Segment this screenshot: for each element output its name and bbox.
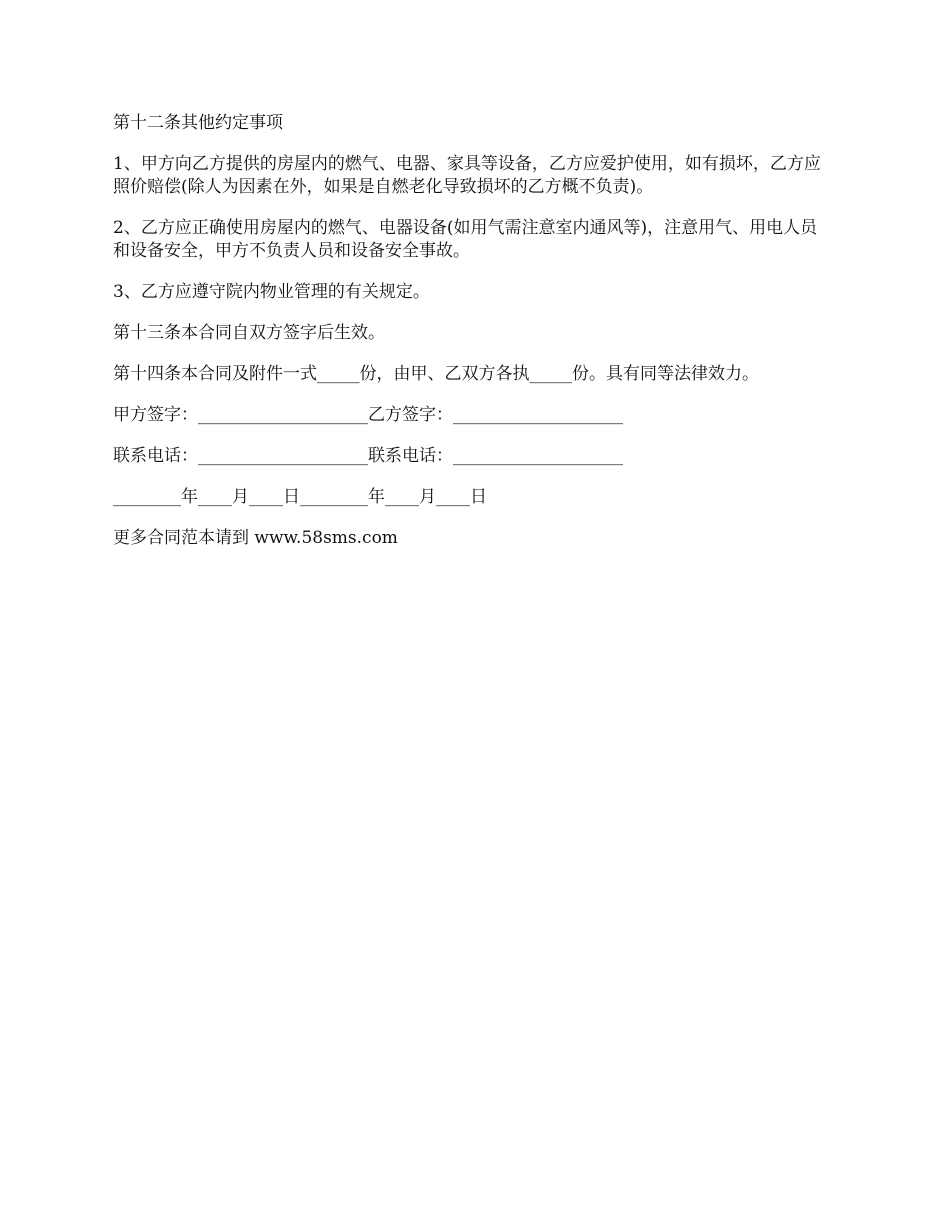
phone-line: 联系电话：____________________联系电话：____________________ <box>113 446 623 466</box>
section-13: 第十三条本合同自双方签字后生效。 <box>113 323 385 343</box>
date-line: ________年____月____日________年____月____日 <box>113 487 487 507</box>
clause-12-1: 1、甲方向乙方提供的房屋内的燃气、电器、家具等设备，乙方应爱护使用，如有损坏，乙方应照价赔偿(除人为因素在外，如果是自燃老化导致损坏的乙方概不负责)。 <box>113 154 821 197</box>
section-14: 第十四条本合同及附件一式_____份，由甲、乙双方各执_____份。具有同等法律效力。 <box>113 364 759 384</box>
document-body <box>113 112 833 568</box>
clause-12-2: 2、乙方应正确使用房屋内的燃气、电器设备(如用气需注意室内通风等)，注意用气、用电人员和设备安全，甲方不负责人员和设备安全事故。 <box>113 218 818 261</box>
footer-more-templates: 更多合同范本请到 www.58sms.com <box>113 528 398 548</box>
clause-12-3: 3、乙方应遵守院内物业管理的有关规定。 <box>113 282 430 302</box>
signature-line: 甲方签字：____________________乙方签字：____________________ <box>113 405 623 425</box>
section-12-heading: 第十二条其他约定事项 <box>113 113 283 133</box>
